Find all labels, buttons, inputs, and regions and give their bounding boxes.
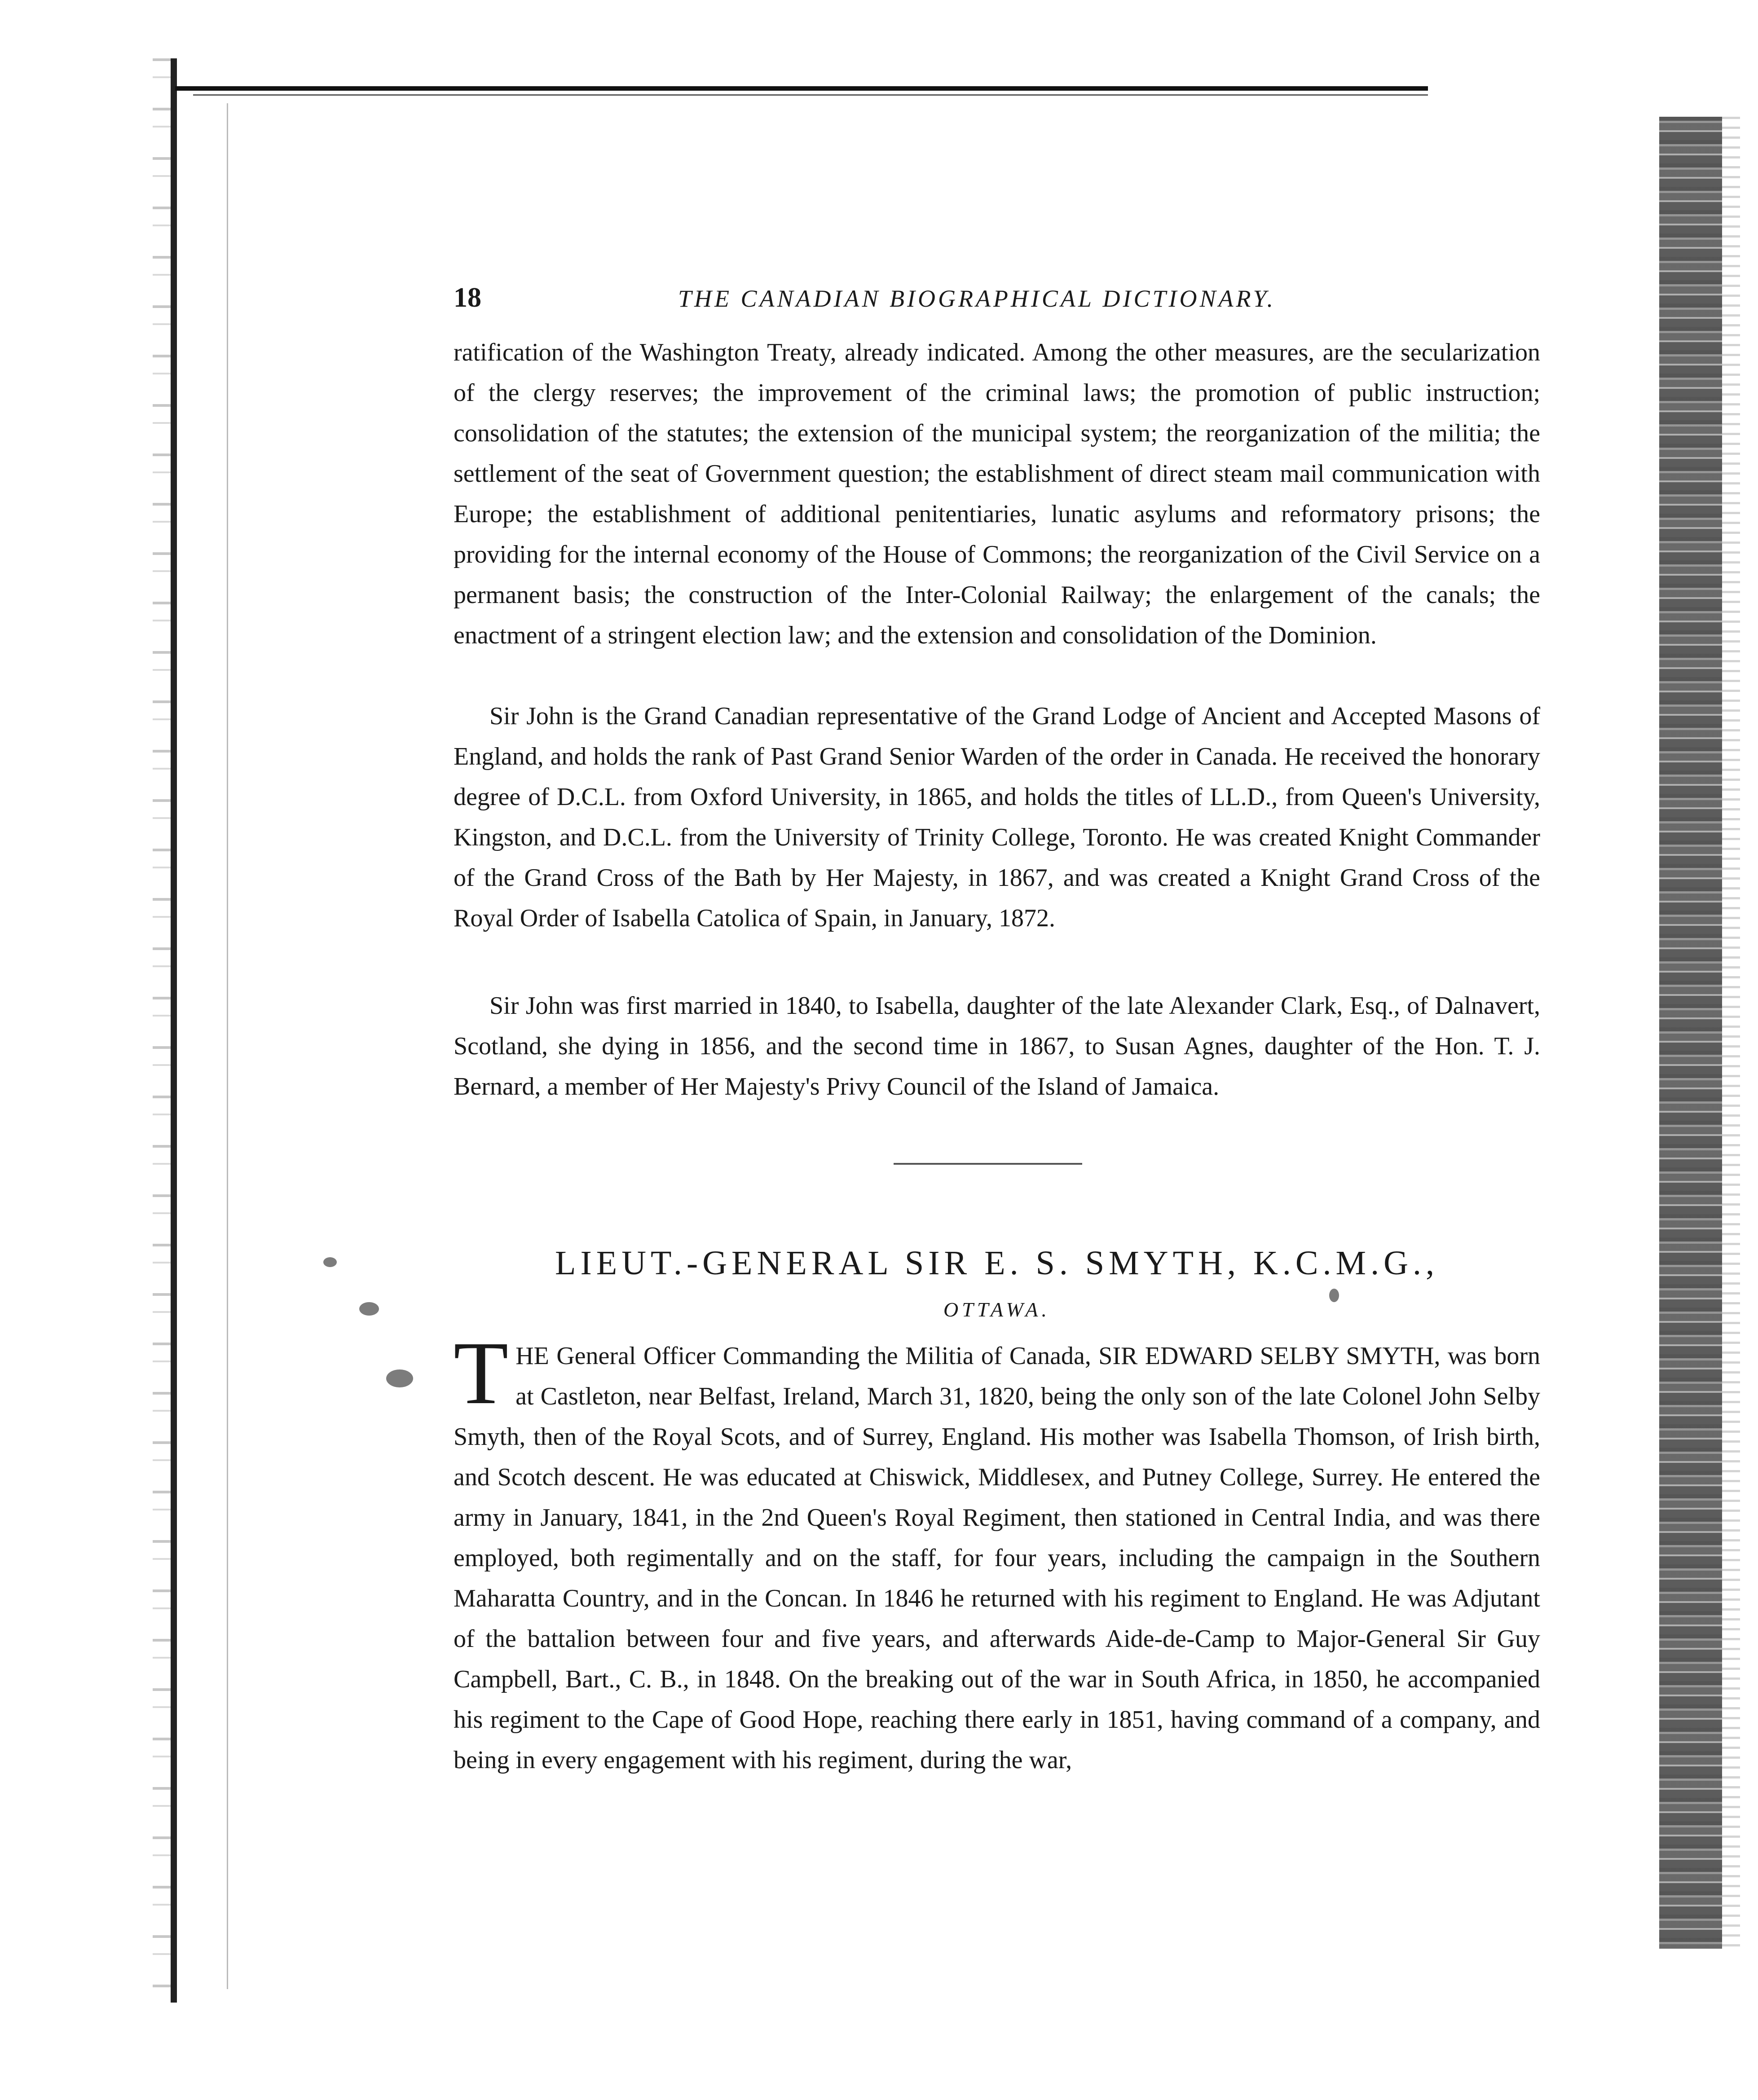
paragraph-continued: ratification of the Washington Treaty, already indicated. Among the other measures, are the secularization of the clergy reserves; the improvement of the criminal laws; the promotion of public instruction; consolidation of the statutes; the extension of the municipal system; the reorganization of the militia; the settlement of the seat of Government question; the establishment of direct steam mail communication with Europe; the establishment of additional penitentiaries, lunatic asylums and reformatory prisons; the providing for the internal economy of the House of Commons; the reorganization of the Civil Service on a permanent basis; the construction of the Inter-Colonial Railway; the enlargement of the canals; the enactment of a stringent election law; and the extension and consolidation of the Dominion. [454,339,1540,649]
drop-cap: T [454,1324,509,1423]
ink-blot [323,1257,337,1267]
page-number: 18 [454,282,481,313]
scan-top-rule [175,86,1428,91]
scan-top-rule-thin [193,94,1428,96]
article-subtitle: OTTAWA. [943,1298,1051,1321]
scan-left-noise [153,58,171,2003]
article-body [454,1324,1540,1780]
page-header [454,282,1540,318]
ink-blot [386,1369,413,1387]
scan-left-line [227,103,228,1989]
running-head: THE CANADIAN BIOGRAPHICAL DICTIONARY. [678,285,1276,312]
article-text: HE General Officer Commanding the Militia of Canada, SIR EDWARD SELBY SMYTH, was born at Castleton, near Belfast, Ireland, March 31, 1820, being the only son of the late Colonel John Selby Smyth, then of the Royal Scots, and of Surrey, England. His mother was Isabella Thomson, of Irish birth, and Scotch descent. He was educated at Chiswick, Middlesex, and Putney College, Surrey. He entered the army in January, 1841, in the 2nd Queen's Royal Regiment, then stationed in Central India, and was there employed, both regimentally and on the staff, for four years, including the campaign in the Southern Maharatta Country, and in the Concan. In 1846 he returned with his regiment to England. He was Adjutant of the battalion between four and five years, and afterwards Aide-de-Camp to Major-General Sir Guy Campbell, Bart., C. B., in 1848. On the breaking out of the war in South Africa, in 1850, he accompanied his regiment to the Cape of Good Hope, reaching there early in 1851, having command of a company, and being in every engagement with his regiment, during the war, [454,1342,1540,1774]
article-title: LIEUT.-GENERAL SIR E. S. SMYTH, K.C.M.G., [555,1244,1439,1282]
paragraph: Sir John is the Grand Canadian representative of the Grand Lodge of Ancient and Accepted Masons of England, and holds the rank of Past Grand Senior Warden of the order in Canada. He received the honorary degree of D.C.L. from Oxford University, in 1865, and holds the titles of LL.D., from Queen's University, Kingston, and D.C.L. from the University of Trinity College, Toronto. He was created Knight Commander of the Grand Cross of the Bath by Her Majesty, in 1867, and was created a Knight Grand Cross of the Royal Order of Isabella Catolica of Spain, in January, 1872. [454,702,1540,932]
ink-blot [359,1302,379,1316]
scan-right-edge [1659,117,1722,1949]
paragraph: Sir John was first married in 1840, to Isabella, daughter of the late Alexander Clark, Esq., of Dalnavert, Scotland, she dying in 1856, and the second time in 1867, to Susan Agnes, daughter of the Hon. T. J. Bernard, a member of Her Majesty's Privy Council of the Island of Jamaica. [454,992,1540,1101]
scan-left-edge [171,58,177,2003]
section-divider [894,1163,1082,1165]
scan-right-edge-noise [1722,117,1740,1949]
